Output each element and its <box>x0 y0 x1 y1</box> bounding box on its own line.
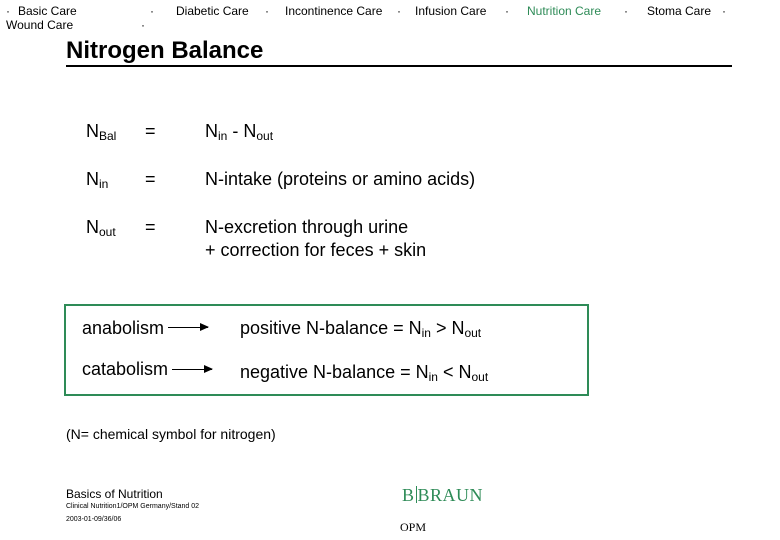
footer-title: Basics of Nutrition <box>66 487 163 501</box>
def-value-nout-line1: N-excretion through urine <box>205 217 409 237</box>
nav-separator: · <box>6 4 10 18</box>
nav-separator: · <box>397 4 401 18</box>
footnote: (N= chemical symbol for nitrogen) <box>66 426 276 442</box>
opm-label: OPM <box>400 520 427 534</box>
footer-date: 2003-01-09/36/06 <box>66 516 122 523</box>
def-value-nin: N-intake (proteins or amino acids) <box>205 169 476 189</box>
def-value-nbal: $N_{in} - N_{out}$ <box>205 121 274 143</box>
nav-infusion-care[interactable]: Infusion Care <box>415 4 487 18</box>
nav-wound-care[interactable]: Wound Care <box>6 18 74 32</box>
catabolism-result: negative N-balance = $N_{in} < N_{out}$ <box>240 362 489 384</box>
catabolism-arrow-icon <box>172 369 212 370</box>
def-equals: = <box>145 217 156 237</box>
footer-subtitle: Clinical Nutrition1/OPM Germany/Stand 02 <box>66 503 200 510</box>
nav-separator: · <box>624 4 628 18</box>
bbraun-logo: B BRAUN <box>402 485 484 505</box>
anabolism-arrow-icon <box>168 327 208 328</box>
nav-stoma-care[interactable]: Stoma Care <box>647 4 712 18</box>
title-rule <box>66 65 732 67</box>
def-equals: = <box>145 121 156 141</box>
nav-incontinence-care[interactable]: Incontinence Care <box>285 4 383 18</box>
page-title: Nitrogen Balance <box>66 37 264 64</box>
def-equals: = <box>145 169 156 189</box>
def-term-nin: $N_{in}$ <box>86 169 109 191</box>
nav-basic-care[interactable]: Basic Care <box>18 4 77 18</box>
nav-separator: · <box>141 18 145 32</box>
nav-diabetic-care[interactable]: Diabetic Care <box>176 4 249 18</box>
anabolism-label: anabolism <box>82 318 165 338</box>
def-term-nout: $N_{out}$ <box>86 217 116 239</box>
nav-separator: · <box>265 4 269 18</box>
def-term-nbal: $N_{Bal}$ <box>86 121 117 143</box>
nav-separator: · <box>150 4 154 18</box>
nav-separator: · <box>722 4 726 18</box>
nav-separator: · <box>505 4 509 18</box>
anabolism-result: positive N-balance = $N_{in} > N_{out}$ <box>240 318 482 340</box>
catabolism-label: catabolism <box>82 359 169 379</box>
def-value-nout-line2: + correction for feces + skin <box>205 240 427 260</box>
nav-nutrition-care[interactable]: Nutrition Care <box>527 4 602 18</box>
